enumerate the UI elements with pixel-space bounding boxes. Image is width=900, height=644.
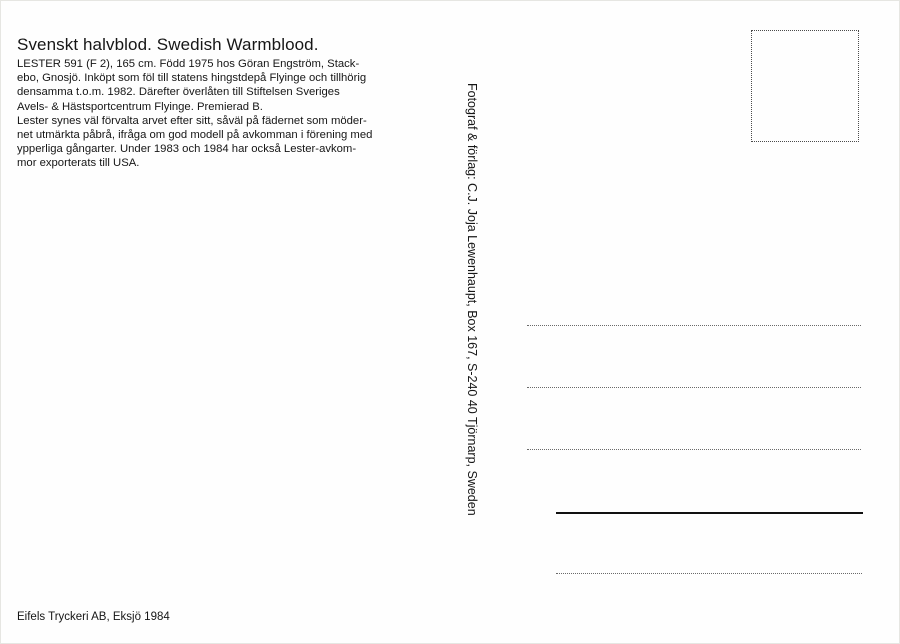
card-title: Svenskt halvblod. Swedish Warmblood. bbox=[17, 35, 319, 54]
description-line: net utmärkta påbrå, ifråga om god modell på avkomman i förening med bbox=[17, 129, 373, 142]
photographer-credit: Fotograf & förlag: C.J. Joja Lewenhaupt, Box 167, S-240 40 Tjörnarp, Sweden bbox=[465, 83, 479, 516]
stamp-box bbox=[751, 30, 859, 142]
printer-credit: Eifels Tryckeri AB, Eksjö 1984 bbox=[17, 611, 170, 623]
description-line: Avels- & Hästsportcentrum Flyinge. Premierad B. bbox=[17, 100, 263, 113]
description-line: LESTER 591 (F 2), 165 cm. Född 1975 hos Göran Engström, Stack- bbox=[17, 58, 360, 70]
address-line-1 bbox=[527, 325, 861, 326]
description-line: ypperliga gångarter. Under 1983 och 1984 har också Lester-avkom- bbox=[17, 143, 357, 156]
address-line-5 bbox=[556, 573, 862, 574]
address-line-4 bbox=[556, 512, 863, 514]
description-line: densamma t.o.m. 1982. Därefter överlåten till Stiftelsen Sveriges bbox=[17, 86, 340, 99]
description-line: ebo, Gnosjö. Inköpt som föl till statens hingstdepå Flyinge och tillhörig bbox=[17, 72, 367, 85]
address-line-3 bbox=[527, 449, 861, 450]
description-line: mor exporterats till USA. bbox=[17, 157, 140, 170]
description-text bbox=[17, 57, 427, 171]
description-line: Lester synes väl förvalta arvet efter sitt, såväl på fädernet som möder- bbox=[17, 114, 367, 127]
address-line-2 bbox=[527, 387, 861, 388]
